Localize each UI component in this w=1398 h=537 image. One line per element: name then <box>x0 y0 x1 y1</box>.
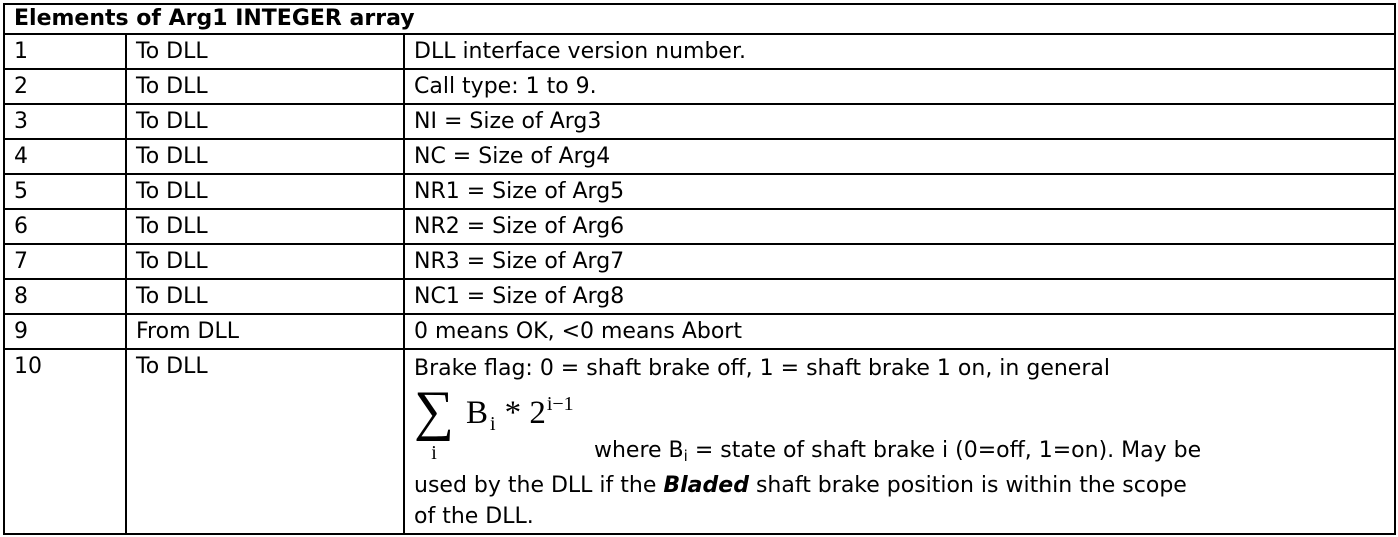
cell-element-index: 6 <box>4 209 126 244</box>
cell-direction: To DLL <box>126 34 404 69</box>
cell-direction: To DLL <box>126 279 404 314</box>
brake-flag-intro: Brake flag: 0 = shaft brake off, 1 = shaft brake 1 on, in general <box>414 356 1110 381</box>
cell-description: Call type: 1 to 9. <box>404 69 1395 104</box>
table-row <box>4 34 1395 69</box>
cell-description: NC = Size of Arg4 <box>404 139 1395 174</box>
cell-element-index: 3 <box>4 104 126 139</box>
table-row <box>4 104 1395 139</box>
cell-description: NR2 = Size of Arg6 <box>404 209 1395 244</box>
cell-element-index: 8 <box>4 279 126 314</box>
cell-direction: To DLL <box>126 139 404 174</box>
cell-description: DLL interface version number. <box>404 34 1395 69</box>
cell-direction: To DLL <box>126 174 404 209</box>
cell-description: NC1 = Size of Arg8 <box>404 279 1395 314</box>
brake-flag-closing-line: of the DLL. <box>414 504 534 529</box>
cell-direction: From DLL <box>126 314 404 349</box>
table-title: Elements of Arg1 INTEGER array <box>4 4 1395 34</box>
table-row <box>4 69 1395 104</box>
cell-element-index: 4 <box>4 139 126 174</box>
cell-direction: To DLL <box>126 69 404 104</box>
cell-element-index: 5 <box>4 174 126 209</box>
table-row <box>4 209 1395 244</box>
sum-formula <box>414 380 1386 470</box>
table-row <box>4 244 1395 279</box>
table-row <box>4 139 1395 174</box>
summation-symbol: ∑ i <box>414 380 454 464</box>
cell-element-index: 9 <box>4 314 126 349</box>
brake-flag-usage-line: used by the DLL if the Bladed shaft brake position is within the scope <box>414 473 1187 498</box>
cell-description-brake-flag <box>404 349 1395 534</box>
cell-direction: To DLL <box>126 209 404 244</box>
table-row <box>4 174 1395 209</box>
cell-description: 0 means OK, <0 means Abort <box>404 314 1395 349</box>
table-row-brake-flag <box>4 349 1395 534</box>
cell-description: NR3 = Size of Arg7 <box>404 244 1395 279</box>
cell-description: NI = Size of Arg3 <box>404 104 1395 139</box>
cell-element-index: 1 <box>4 34 126 69</box>
cell-direction: To DLL <box>126 244 404 279</box>
cell-direction: To DLL <box>126 349 404 534</box>
table-header-row <box>4 4 1395 34</box>
cell-element-index: 2 <box>4 69 126 104</box>
table-row <box>4 279 1395 314</box>
table-row <box>4 314 1395 349</box>
cell-element-index: 10 <box>4 349 126 534</box>
cell-direction: To DLL <box>126 104 404 139</box>
cell-description: NR1 = Size of Arg5 <box>404 174 1395 209</box>
formula-term: B $_i * 2^{i-1}$ <box>466 393 574 435</box>
cell-element-index: 7 <box>4 244 126 279</box>
formula-where-clause: where $B_i$ = state of shaft brake i (0=off, 1=on). May be <box>594 438 1202 465</box>
bladed-product-name: Bladed <box>663 473 749 498</box>
arg1-elements-table <box>3 3 1396 535</box>
